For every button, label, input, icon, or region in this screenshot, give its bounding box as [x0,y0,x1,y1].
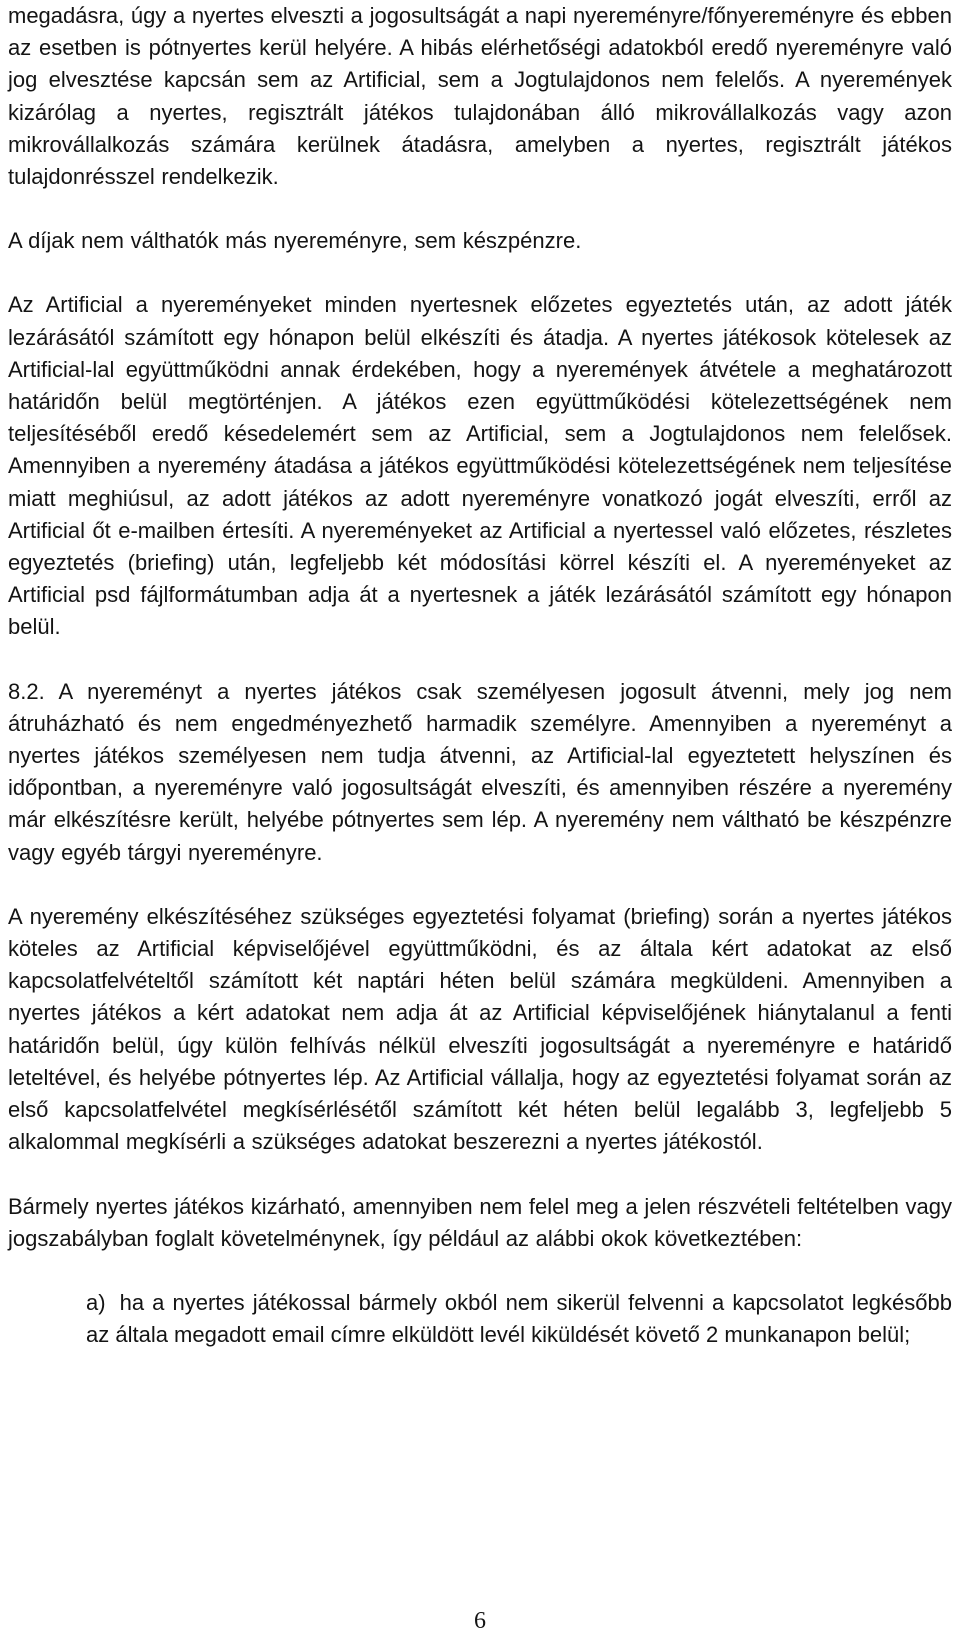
paragraph-prize-rules: megadásra, úgy a nyertes elveszti a jogosultságát a napi nyereményre/főnyereményre és ebben az esetben is pótnyertes kerül helyére. A hibás elérhetőségi adatokból eredő nyereményre való jog elvesztése kapcsán sem az Artificial, sem a Jogtulajdonos nem felelős. A nyeremények kizárólag a nyertes, regisztrált játékos tulajdonában álló mikrovállalkozás vagy azon mikrovállalkozás számára kerülnek átadásra, amelyben a nyertes, regisztrált játékos tulajdonrésszel rendelkezik. [8,3,952,190]
page-number: 6 [474,1608,486,1634]
list-item-label: a) [86,1289,106,1315]
paragraph-section-8-2: 8.2. A nyereményt a nyertes játékos csak személyesen jogosult átvenni, mely jog nem átruházható és nem engedményezhető harmadik személyre. Amennyiben a nyereményt a nyertes játékos személyesen nem tudja átvenni, az Artificial-lal egyeztetett helyszínen és időpontban, a nyereményre való jogosultságát elveszíti, és amennyiben részére a nyeremény már elkészítésre került, helyébe pótnyertes sem lép. A nyeremény nem váltható be készpénzre vagy egyéb tárgyi nyereményre. [8,678,952,865]
list-item-text: ha a nyertes játékossal bármely okból nem sikerül felvenni a kapcsolatot legkésőbb az általa megadott email címre elküldött levél kiküldését követő 2 munkanapon belül; [86,1289,952,1348]
paragraph-no-exchange: A díjak nem válthatók más nyereményre, sem készpénzre. [8,228,582,254]
paragraph-gap [8,1255,952,1287]
paragraph-briefing: A nyeremény elkészítéséhez szükséges egyeztetési folyamat (briefing) során a nyertes játékos köteles az Artificial képviselőjével együttműködni, és az általa kért adatokat az első kapcsolatfelvételtől számított két naptári héten belül számára megküldeni. Amennyiben a nyertes játékos a kért adatokat nem adja át az Artificial képviselőjének hiánytalanul a fenti határidőn belül, úgy külön felhívás nélkül elveszíti jogosultságát a nyereményre e határidő leteltével, és helyébe pótnyertes lép. Az Artificial vállalja, hogy az egyeztetési folyamat során az első kapcsolatfelvétel megkísérlésétől számított két héten belül legalább 3, legfeljebb 5 alkalommal megkísérli a szükséges adatokat beszerezni a nyertes játékostól. [8,903,952,1155]
document-page [8,0,952,1351]
paragraph-delivery: Az Artificial a nyereményeket minden nyertesnek előzetes egyeztetés után, az adott játék lezárásától számított egy hónapon belül elkészíti és átadja. A nyertes játékosok kötelesek az Artificial-lal együttműködni annak érdekében, hogy a nyeremények átvétele a meghatározott határidőn belül megtörténjen. A játékos ezen együttműködési kötelezettségének nem teljesítéséből eredő késedelemért sem az Artificial, sem a Jogtulajdonos nem felelősek. Amennyiben a nyeremény átadása a játékos együttműködési kötelezettségének nem teljesítése miatt meghiúsul, az adott játékos az adott nyereményre vonatkozó jogát elveszíti, erről az Artificial őt e-mailben értesíti. A nyereményeket az Artificial a nyertessel való előzetes, részletes egyeztetés (briefing) után, legfeljebb két módosítási körrel készíti el. A nyereményeket az Artificial psd fájlformátumban adja át a nyertesnek a játék lezárásától számított egy hónapon belül. [8,292,952,640]
paragraph-gap [8,1159,952,1191]
paragraph-exclusion: Bármely nyertes játékos kizárható, amennyiben nem felel meg a jelen részvételi feltételben vagy jogszabályban foglalt követelménynek, így például az alábbi okok következtében: [8,1193,952,1251]
paragraph-gap [8,869,952,901]
paragraph-gap [8,644,952,676]
paragraph-gap [8,257,952,289]
paragraph-gap [8,193,952,225]
list-item [8,1287,952,1351]
